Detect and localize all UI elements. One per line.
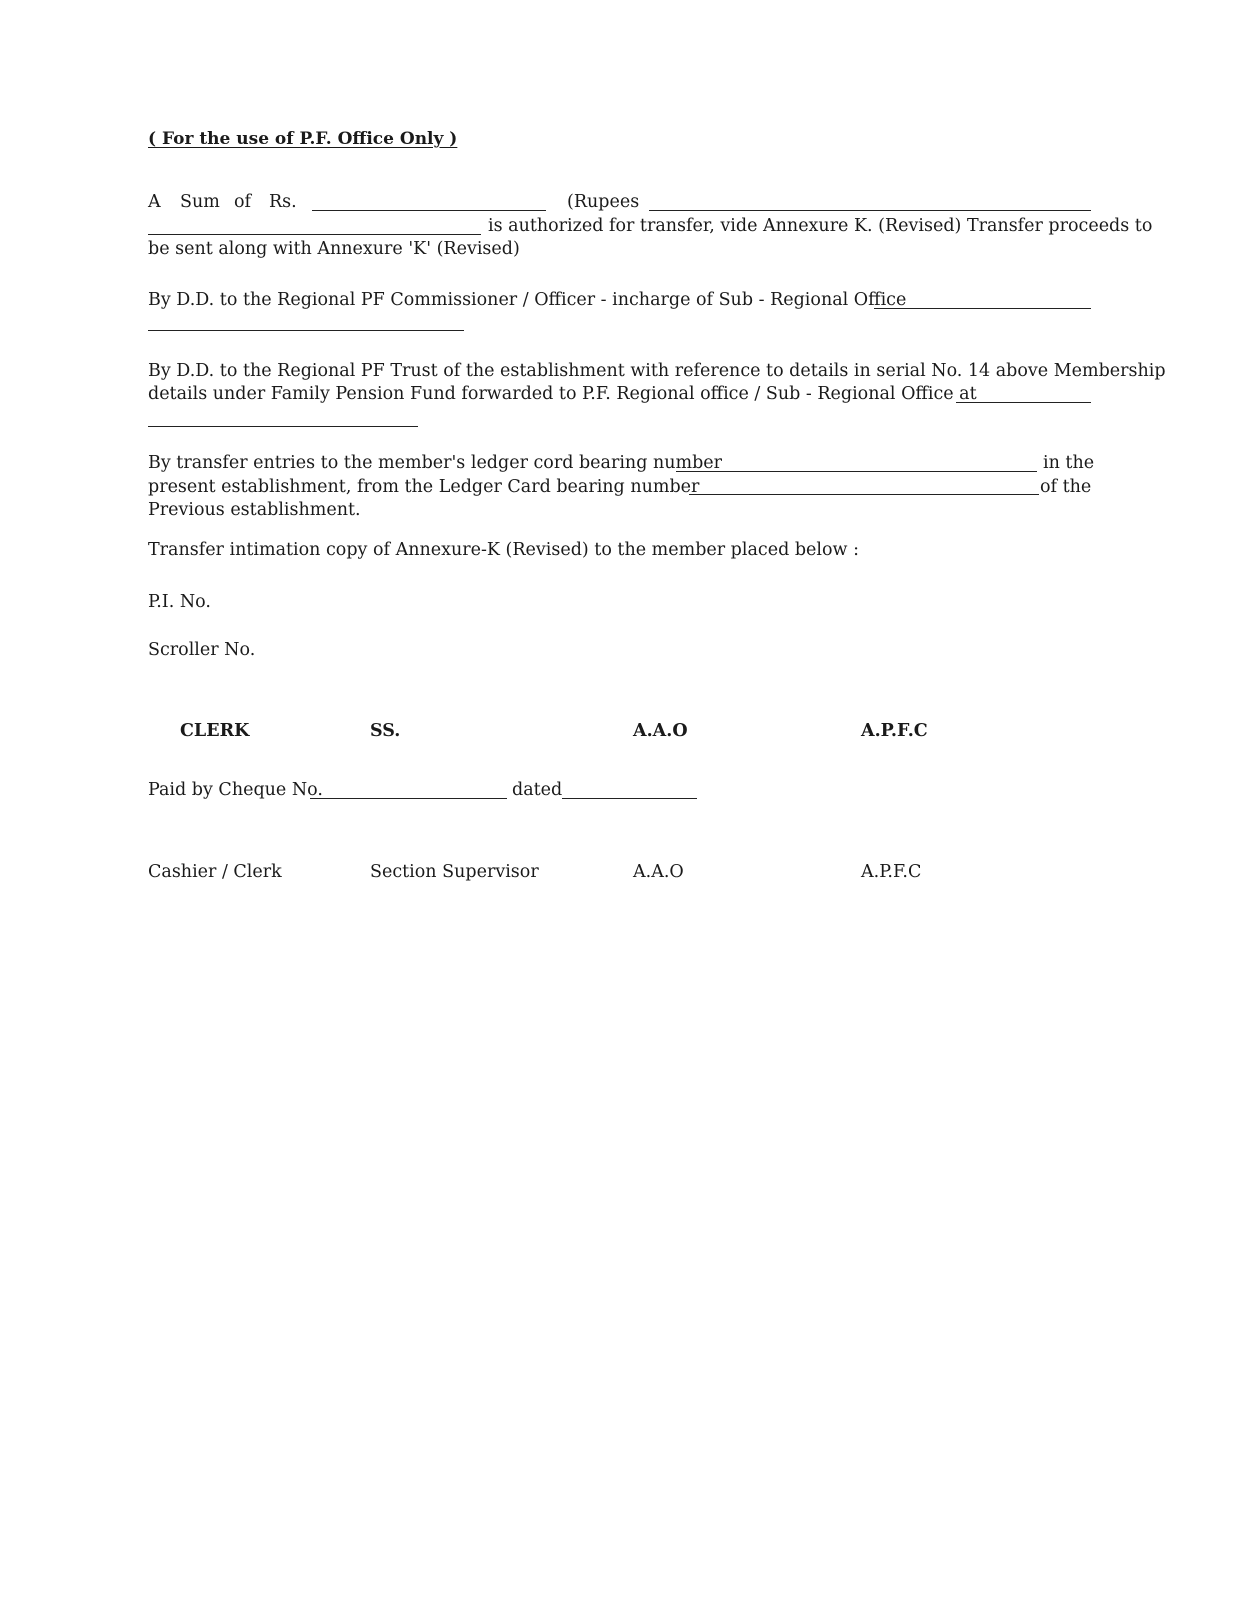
- para4-line2: present establishment, from the Ledger Card bearing number: [148, 477, 700, 497]
- signatory-section-supervisor: Section Supervisor: [370, 862, 539, 882]
- para4-line3: Previous establishment.: [148, 500, 361, 520]
- dated-label: dated: [512, 780, 563, 800]
- para4-line2-end: of the: [1040, 477, 1092, 497]
- para1-line2: is authorized for transfer, vide Annexure K. (Revised) Transfer proceeds to: [488, 216, 1153, 236]
- cheque-no-field[interactable]: [310, 798, 507, 799]
- para1-of: of: [234, 192, 252, 212]
- signatory-ss: SS.: [370, 721, 401, 741]
- signatory-apfc-bottom: A.P.F.C: [861, 862, 922, 882]
- amount-rs-field[interactable]: [312, 210, 546, 211]
- para3-line2: details under Family Pension Fund forwarded to P.F. Regional office / Sub - Regional Office at: [148, 384, 977, 404]
- para2-text: By D.D. to the Regional PF Commissioner / Officer - incharge of Sub - Regional Office: [148, 290, 907, 310]
- signatory-aao-bottom: A.A.O: [633, 862, 684, 882]
- para1-rs: Rs.: [269, 192, 297, 212]
- transfer-intimation-text: Transfer intimation copy of Annexure-K (Revised) to the member placed below :: [148, 540, 859, 560]
- para3-line1: By D.D. to the Regional PF Trust of the establishment with reference to details in serial No. 14 above Membership: [148, 361, 1166, 381]
- para4-line1: By transfer entries to the member's ledger cord bearing number: [148, 453, 723, 473]
- paid-by-cheque-label: Paid by Cheque No.: [148, 780, 323, 800]
- regional-office-at-field-cont[interactable]: [148, 426, 418, 427]
- para1-rupees: (Rupees: [567, 192, 640, 212]
- previous-ledger-card-field[interactable]: [689, 494, 1039, 495]
- pi-no-label: P.I. No.: [148, 592, 211, 612]
- signatory-aao: A.A.O: [633, 721, 688, 741]
- para1-a: A: [148, 192, 161, 212]
- scroller-no-label: Scroller No.: [148, 640, 256, 660]
- present-ledger-card-field[interactable]: [676, 471, 1037, 472]
- amount-rupees-field[interactable]: [649, 210, 1091, 211]
- signatory-cashier-clerk: Cashier / Clerk: [148, 862, 282, 882]
- para4-line1-end: in the: [1043, 453, 1095, 473]
- amount-rupees-field-cont[interactable]: [148, 234, 481, 235]
- cheque-date-field[interactable]: [562, 798, 697, 799]
- sub-regional-office-field[interactable]: [874, 308, 1091, 309]
- sub-regional-office-field-cont[interactable]: [148, 330, 464, 331]
- signatory-apfc: A.P.F.C: [861, 721, 928, 741]
- page-title: ( For the use of P.F. Office Only ): [148, 129, 458, 149]
- signatory-clerk: CLERK: [180, 721, 250, 741]
- para1-sum: Sum: [180, 192, 220, 212]
- regional-office-at-field[interactable]: [956, 402, 1091, 403]
- para1-line3: be sent along with Annexure 'K' (Revised): [148, 239, 520, 259]
